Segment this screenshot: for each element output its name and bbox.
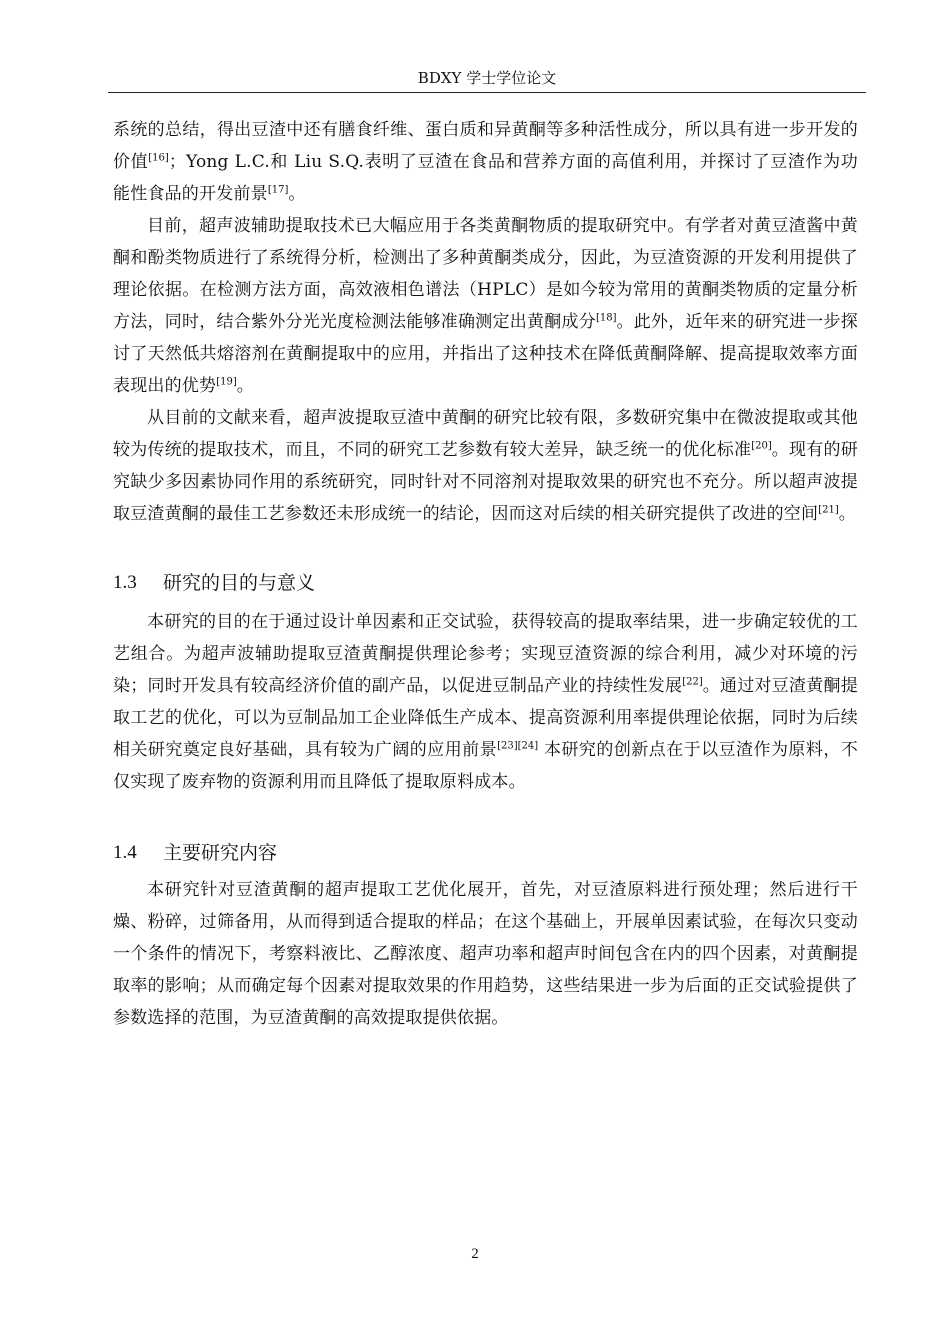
citation-ref: [18]	[595, 312, 617, 324]
section-heading-purpose	[113, 566, 858, 600]
section-number: 1.4	[113, 842, 137, 863]
paragraph-literature-gap	[113, 402, 858, 530]
paragraph-text: 。	[236, 376, 254, 396]
paragraph-text: 。此外，近年来的研究进一步探讨了天然低共熔溶剂在黄酮提取中的应用，并指出了这种技术在降低黄酮降解、提高提取效率方面表现出的优势	[113, 312, 858, 396]
paragraph-summary	[113, 114, 858, 210]
paragraph-text: 。	[838, 504, 856, 524]
paragraph-text: 本研究的目的在于通过设计单因素和正交试验，获得较高的提取率结果，进一步确定较优的工艺组合。为超声波辅助提取豆渣黄酮提供理论参考；实现豆渣资源的综合利用，减少对环境的污染；同时开发具有较高经济价值的副产品，以促进豆制品产业的持续性发展	[113, 612, 858, 696]
paragraph-text: 目前，超声波辅助提取技术已大幅应用于各类黄酮物质的提取研究中。有学者对黄豆渣酱中黄酮和酚类物质进行了系统得分析，检测出了多种黄酮类成分，因此，为豆渣资源的开发利用提供了理论依据。在检测方法方面，高效液相色谱法（HPLC）是如今较为常用的黄酮类物质的定量分析方法，同时，结合紫外分光光度检测法能够准确测定出黄酮成分	[113, 216, 858, 332]
section-title: 主要研究内容	[163, 842, 278, 864]
citation-ref: [19]	[216, 376, 237, 388]
paragraph-purpose	[113, 606, 858, 798]
citation-ref: [22]	[682, 676, 703, 688]
citation-ref: [20]	[751, 440, 772, 452]
citation-ref: [16]	[148, 152, 169, 164]
page-body	[113, 114, 858, 1034]
paragraph-text: 系统的总结，得出豆渣中还有膳食纤维、蛋白质和异黄酮等多种活性成分，所以具有进一步开发的价值	[113, 120, 858, 172]
paragraph-text: 从目前的文献来看，超声波提取豆渣中黄酮的研究比较有限，多数研究集中在微波提取或其他较为传统的提取技术，而且，不同的研究工艺参数有较大差异，缺乏统一的优化标准	[113, 408, 858, 460]
citation-ref: [24]	[517, 740, 539, 752]
paragraph-text: 。通过对豆渣黄酮提取工艺的优化，可以为豆制品加工企业降低生产成本、提高资源利用率提供理论依据，同时为后续相关研究奠定良好基础，具有较为广阔的应用前景	[113, 676, 858, 760]
paragraph-current-research	[113, 210, 858, 402]
section-title: 研究的目的与意义	[163, 572, 316, 594]
page-number: 2	[471, 1246, 479, 1262]
citation-ref: [23]	[497, 740, 518, 752]
section-number: 1.3	[113, 572, 137, 593]
paragraph-text: 。	[288, 184, 306, 204]
citation-ref: [21]	[818, 504, 839, 516]
paragraph-text: ；Yong L.C.和 Liu S.Q.表明了豆渣在食品和营养方面的高值利用，并探讨了豆渣作为功能性食品的开发前景	[113, 152, 858, 204]
paragraph-research-content	[113, 874, 858, 1034]
paragraph-text: 本研究针对豆渣黄酮的超声提取工艺优化展开，首先，对豆渣原料进行预处理；然后进行干燥、粉碎，过筛备用，从而得到适合提取的样品；在这个基础上，开展单因素试验，在每次只变动一个条件的情况下，考察料液比、乙醇浓度、超声功率和超声时间包含在内的四个因素，对黄酮提取率的影响；从而确定每个因素对提取效果的作用趋势，这些结果进一步为后面的正交试验提供了参数选择的范围，为豆渣黄酮的高效提取提供依据。	[113, 880, 858, 1028]
paragraph-text: 。现有的研究缺少多因素协同作用的系统研究，同时针对不同溶剂对提取效果的研究也不充分。所以超声波提取豆渣黄酮的最佳工艺参数还未形成统一的结论，因而这对后续的相关研究提供了改进的空间	[113, 440, 858, 524]
paragraph-text: 本研究的创新点在于以豆渣作为原料，不仅实现了废弃物的资源利用而且降低了提取原料成本。	[113, 740, 859, 792]
running-header: BDXY 学士学位论文	[108, 64, 866, 93]
section-heading-content	[113, 836, 858, 870]
citation-ref: [17]	[267, 184, 289, 196]
